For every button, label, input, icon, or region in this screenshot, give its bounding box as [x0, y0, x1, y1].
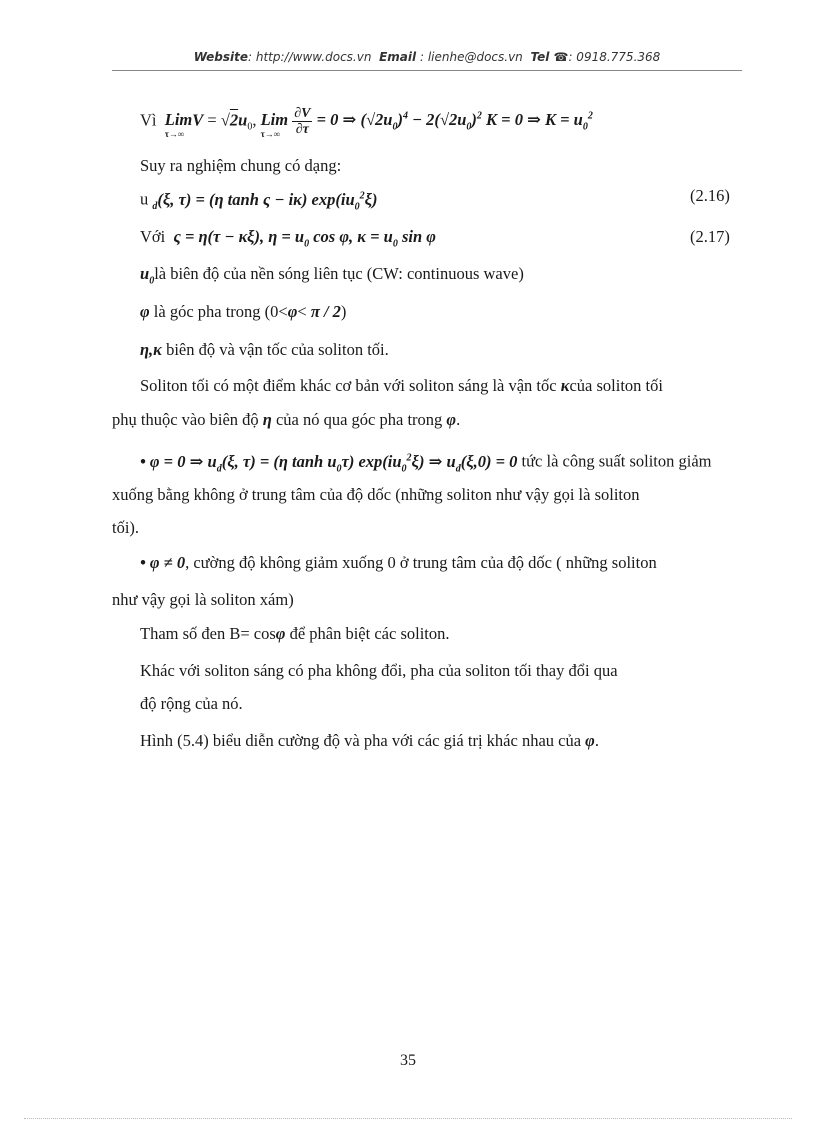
suy-ra-text: Suy ra nghiệm chung có dạng: [140, 156, 342, 175]
website-label: Website [193, 50, 249, 64]
paragraph-line-2: phụ thuộc vào biên độ η của nó qua góc pha trong φ. [112, 410, 461, 429]
khac-line-1: Khác với soliton sáng có pha không đổi, pha của soliton tối thay đổi qua [140, 661, 618, 680]
equation-2-17: Với ς = η(τ − κξ), $\eta = u_0$ cos φ, $\kappa = u_0$ sin φ (2.17) [140, 227, 730, 250]
eta-kappa-description: η,κ biên độ và vận tốc của soliton tối. [140, 340, 389, 359]
vi-text: Vì [140, 110, 157, 130]
bullet-phi-nonzero: • φ ≠ 0, cường độ không giảm xuống 0 ở trung tâm của độ dốc ( những soliton [140, 553, 657, 572]
email-value: : lienhe@docs.vn [416, 50, 523, 64]
bullet-phi-nonzero-line-2: như vậy gọi là soliton xám) [112, 590, 294, 609]
khac-line-2: độ rộng của nó. [140, 694, 243, 713]
tel-label: Tel ☎ [530, 50, 569, 64]
hinh-line: Hình (5.4) biểu diễn cường độ và pha với các giá trị khác nhau của φ. [140, 731, 599, 750]
eq-number-2-17: (2.17) [690, 227, 730, 246]
eq-number-2-16: (2.16) [690, 186, 730, 205]
tel-value: : 0918.775.368 [568, 50, 661, 64]
page-number: 35 [400, 1052, 416, 1069]
tham-so-line: Tham số đen B= cosφ để phân biệt các soliton. [140, 624, 450, 643]
u0-description: $u_0là$ biên độ của nền sóng liên tục (CW: continuous wave) [140, 264, 524, 287]
bullet-phi-zero-line-3: tối). [112, 518, 140, 537]
phi-description: φ là góc pha trong (0<φ< π / 2) [140, 302, 347, 321]
bullet-phi-zero: • φ = 0 ⇒ $u_d(\xi$, τ) = (η $\tanh u_0\tau$) $\exp(iu_0^2\xi)$ ⇒ $u_d(\xi,0) = 0$ tức là công suất soliton giảm [140, 451, 712, 474]
page-header [112, 50, 742, 64]
footer-rule [24, 1118, 792, 1119]
header-rule [112, 70, 742, 71]
website-value: : http://www.docs.vn [248, 50, 372, 64]
voi-text: Với [140, 227, 166, 246]
paragraph-line-1: Soliton tối có một điểm khác cơ bản với soliton sáng là vận tốc κcủa soliton tối [140, 376, 663, 395]
limit-equation: Vì Lim τ→∞ $V = √2u_0$, Lim τ→∞ $\frac{\partial V}{\partial\tau}$ = 0 ⇒ $(√2u_0)^4 - 2(√2u_0)^2$ K = 0 ⇒ $K = u_0^2$ [140, 106, 593, 140]
email-label: Email [379, 50, 417, 64]
equation-2-16: u $_d$(ξ, τ) = (η tanh ς − iκ) $\exp(iu_0^2\xi)$ (2.16) [140, 186, 730, 212]
bullet-phi-zero-line-2: xuống bằng không ở trung tâm của độ dốc (những soliton như vậy gọi là soliton [112, 485, 640, 504]
